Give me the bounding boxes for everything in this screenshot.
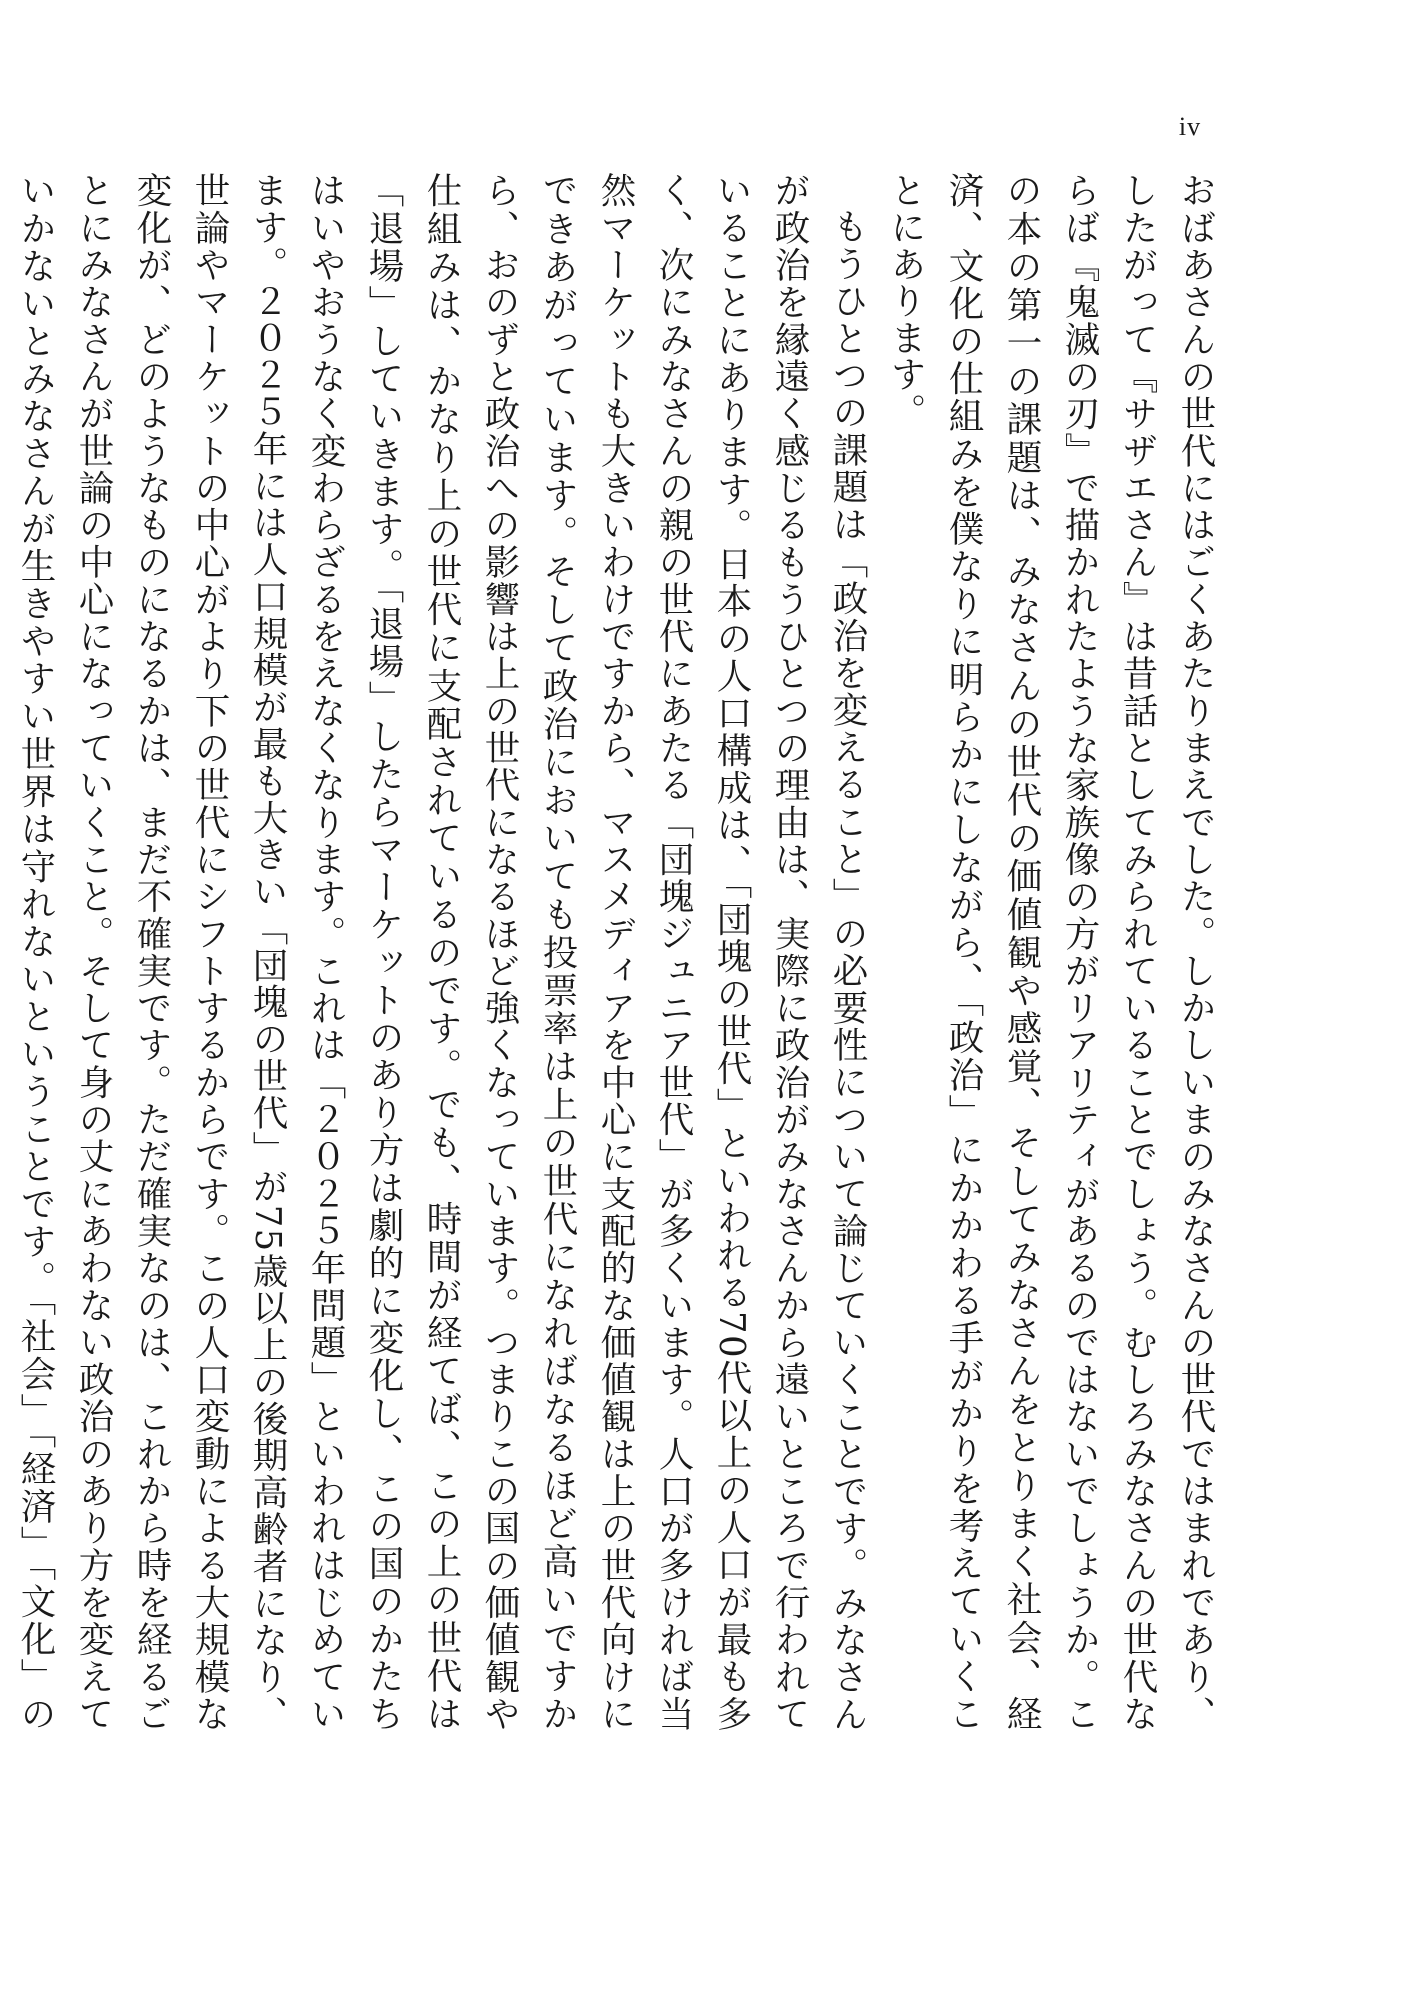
- paragraph-second-task: もうひとつの課題は「政治を変えること」の必要性について論じていくことです。みなさんが政治を縁遠く感じるもうひとつの理由は、実際に政治がみなさんから遠いところで行われていることにあります。日本の人口構成は、「団塊の世代」といわれる70代以上の人口が最も多く、次にみなさんの親の世代にあたる「団塊ジュニア世代」が多くいます。人口が多ければ当然マーケットも大きいわけですから、マスメディアを中心に支配的な価値観は上の世代向けにできあがっています。そして政治においても投票率は上の世代になればなるほど高いですから、おのずと政治への影響は上の世代になるほど強くなっています。つまりこの国の価値観や仕組みは、かなり上の世代に支配されているのです。でも、時間が経てば、この上の世代は「退場」していきます。「退場」したらマーケットのあり方は劇的に変化し、この国のかたちはいやおうなく変わらざるをえなくなります。これは「２０２５年問題」といわれはじめています。２０２５年には人口規模が最も大きい「団塊の世代」が75歳以上の後期高齢者になり、世論やマーケットの中心がより下の世代にシフトするからです。この人口変動による大規模な変化が、どのようなものになるかは、まだ不確実です。ただ確実なのは、これから時を経るごとにみなさんが世論の中心になっていくこと。そして身の丈にあわない政治のあり方を変えていかないとみなさんが生きやすい世界は守れないということです。「社会」「経済」「文化」の: [15, 172, 868, 1732]
- page-number: iv: [1178, 112, 1202, 141]
- body-text: [15, 172, 1224, 1732]
- paragraph-continued: おばあさんの世代にはごくあたりまえでした。しかしいまのみなさんの世代ではまれであり、したがって『サザエさん』は昔話としてみられていることでしょう。むしろみなさんの世代ならば『鬼滅の刃』で描かれたような家族像の方がリアリティがあるのではないでしょうか。この本の第一の課題は、みなさんの世代の価値観や感覚、そしてみなさんをとりまく社会、経済、文化の仕組みを僕なりに明らかにしながら、「政治」にかかわる手がかりを考えていくことにあります。: [885, 172, 1216, 1732]
